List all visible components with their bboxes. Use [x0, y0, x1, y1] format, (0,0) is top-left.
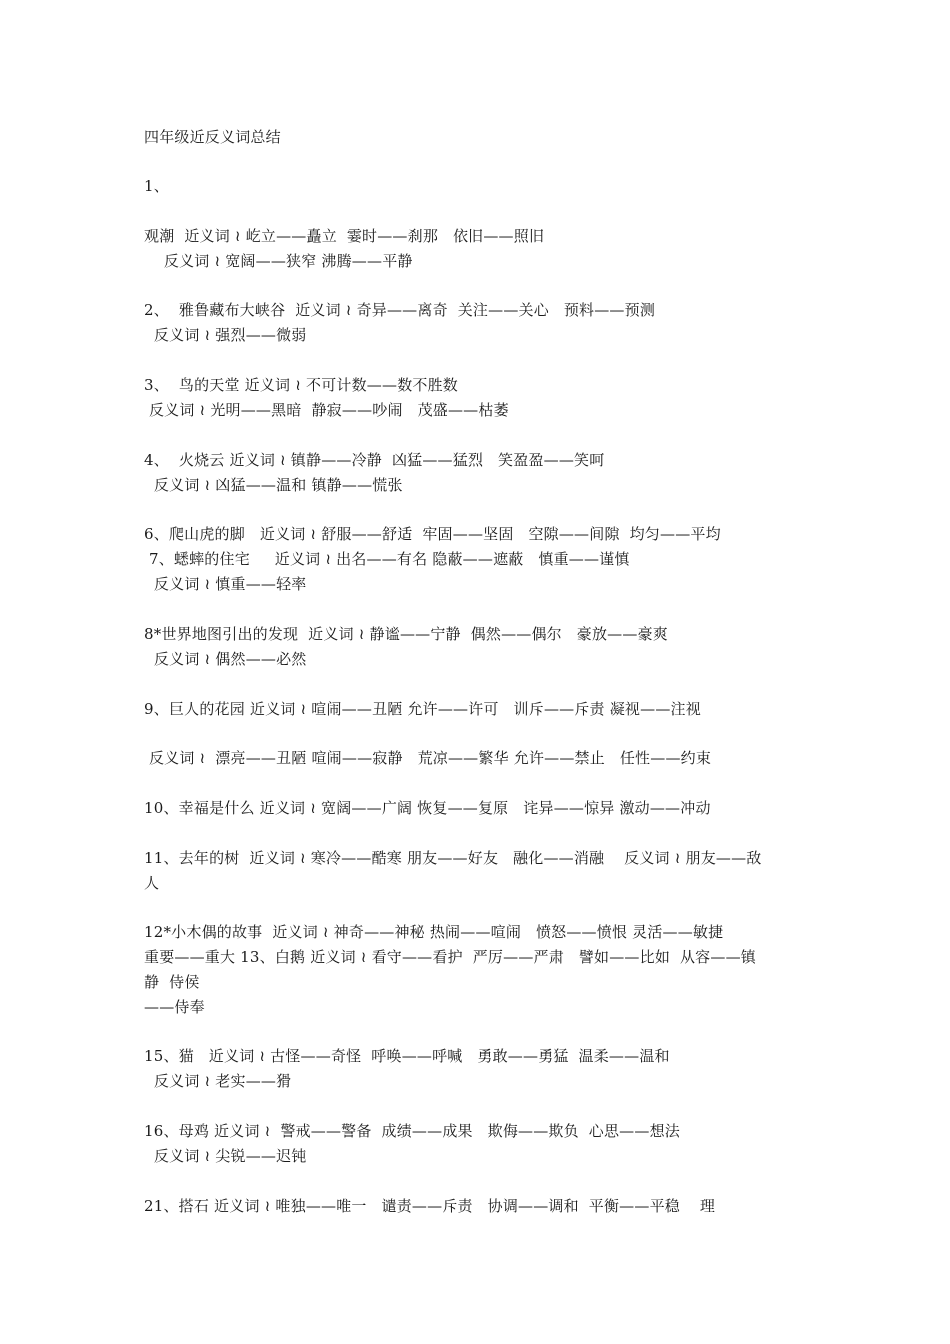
text-line: 10、幸福是什么 近义词 ≀ 宽阔——广阔 恢复——复原 诧异——惊异 激动——冲动	[144, 799, 711, 817]
text-line: ——侍奉	[144, 998, 205, 1016]
text-line: 15、猫 近义词 ≀ 古怪——奇怪 呼唤——呼喊 勇敢——勇猛 温柔——温和	[144, 1047, 670, 1065]
text-line: 反义词 ≀ 慎重——轻率	[144, 575, 307, 593]
text-line: 静 侍侯	[144, 973, 200, 991]
text-line: 反义词 ≀ 凶猛——温和 镇静——慌张	[144, 476, 403, 494]
text-line: 人	[144, 874, 160, 892]
text-line: 8*世界地图引出的发现 近义词 ≀ 静谧——宁静 偶然——偶尔 豪放——豪爽	[144, 625, 668, 643]
text-line: 观潮 近义词 ≀ 屹立——矗立 霎时——刹那 依旧——照旧	[144, 227, 545, 245]
text-line: 反义词 ≀ 老实——猾	[144, 1072, 292, 1090]
text-line: 7、蟋蟀的住宅 近义词 ≀ 出名——有名 隐蔽——遮蔽 慎重——谨慎	[144, 550, 630, 568]
text-line: 3、 鸟的天堂 近义词 ≀ 不可计数——数不胜数	[144, 376, 459, 394]
text-line: 2、 雅鲁藏布大峡谷 近义词 ≀ 奇异——离奇 关注——关心 预料——预测	[144, 301, 656, 319]
text-line: 重要——重大 13、白鹅 近义词 ≀ 看守——看护 严厉——严肃 譬如——比如 从容——镇	[144, 948, 756, 966]
document-title: 四年级近反义词总结	[144, 128, 281, 146]
text-line: 21、搭石 近义词 ≀ 唯独——唯一 谴责——斥责 协调——调和 平衡——平稳 理	[144, 1197, 716, 1215]
text-line: 4、 火烧云 近义词 ≀ 镇静——冷静 凶猛——猛烈 笑盈盈——笑呵	[144, 451, 605, 469]
text-line: 反义词 ≀ 尖锐——迟钝	[144, 1147, 307, 1165]
text-line: 9、巨人的花园 近义词 ≀ 喧闹——丑陋 允许——许可 训斥——斥责 凝视——注视	[144, 700, 701, 718]
text-line: 1、	[144, 177, 169, 195]
text-line: 12*小木偶的故事 近义词 ≀ 神奇——神秘 热闹——喧闹 愤怒——愤恨 灵活——敏捷	[144, 923, 724, 941]
text-line: 反义词 ≀ 光明——黑暗 静寂——吵闹 茂盛——枯萎	[144, 401, 509, 419]
text-line: 反义词 ≀ 强烈——微弱	[144, 326, 307, 344]
text-line: 反义词 ≀ 偶然——必然	[144, 650, 307, 668]
text-line: 16、母鸡 近义词 ≀ 警戒——警备 成绩——成果 欺侮——欺负 心思——想法	[144, 1122, 680, 1140]
text-line: 6、爬山虎的脚 近义词 ≀ 舒服——舒适 牢固——坚固 空隙——间隙 均匀——平均	[144, 525, 721, 543]
text-line: 反义词 ≀ 漂亮——丑陋 喧闹——寂静 荒凉——繁华 允许——禁止 任性——约束	[144, 749, 712, 767]
text-line: 反义词 ≀ 宽阔——狭窄 沸腾——平静	[144, 252, 413, 270]
text-line: 11、去年的树 近义词 ≀ 寒冷——酷寒 朋友——好友 融化——消融 反义词 ≀ 朋友——敌	[144, 849, 762, 867]
